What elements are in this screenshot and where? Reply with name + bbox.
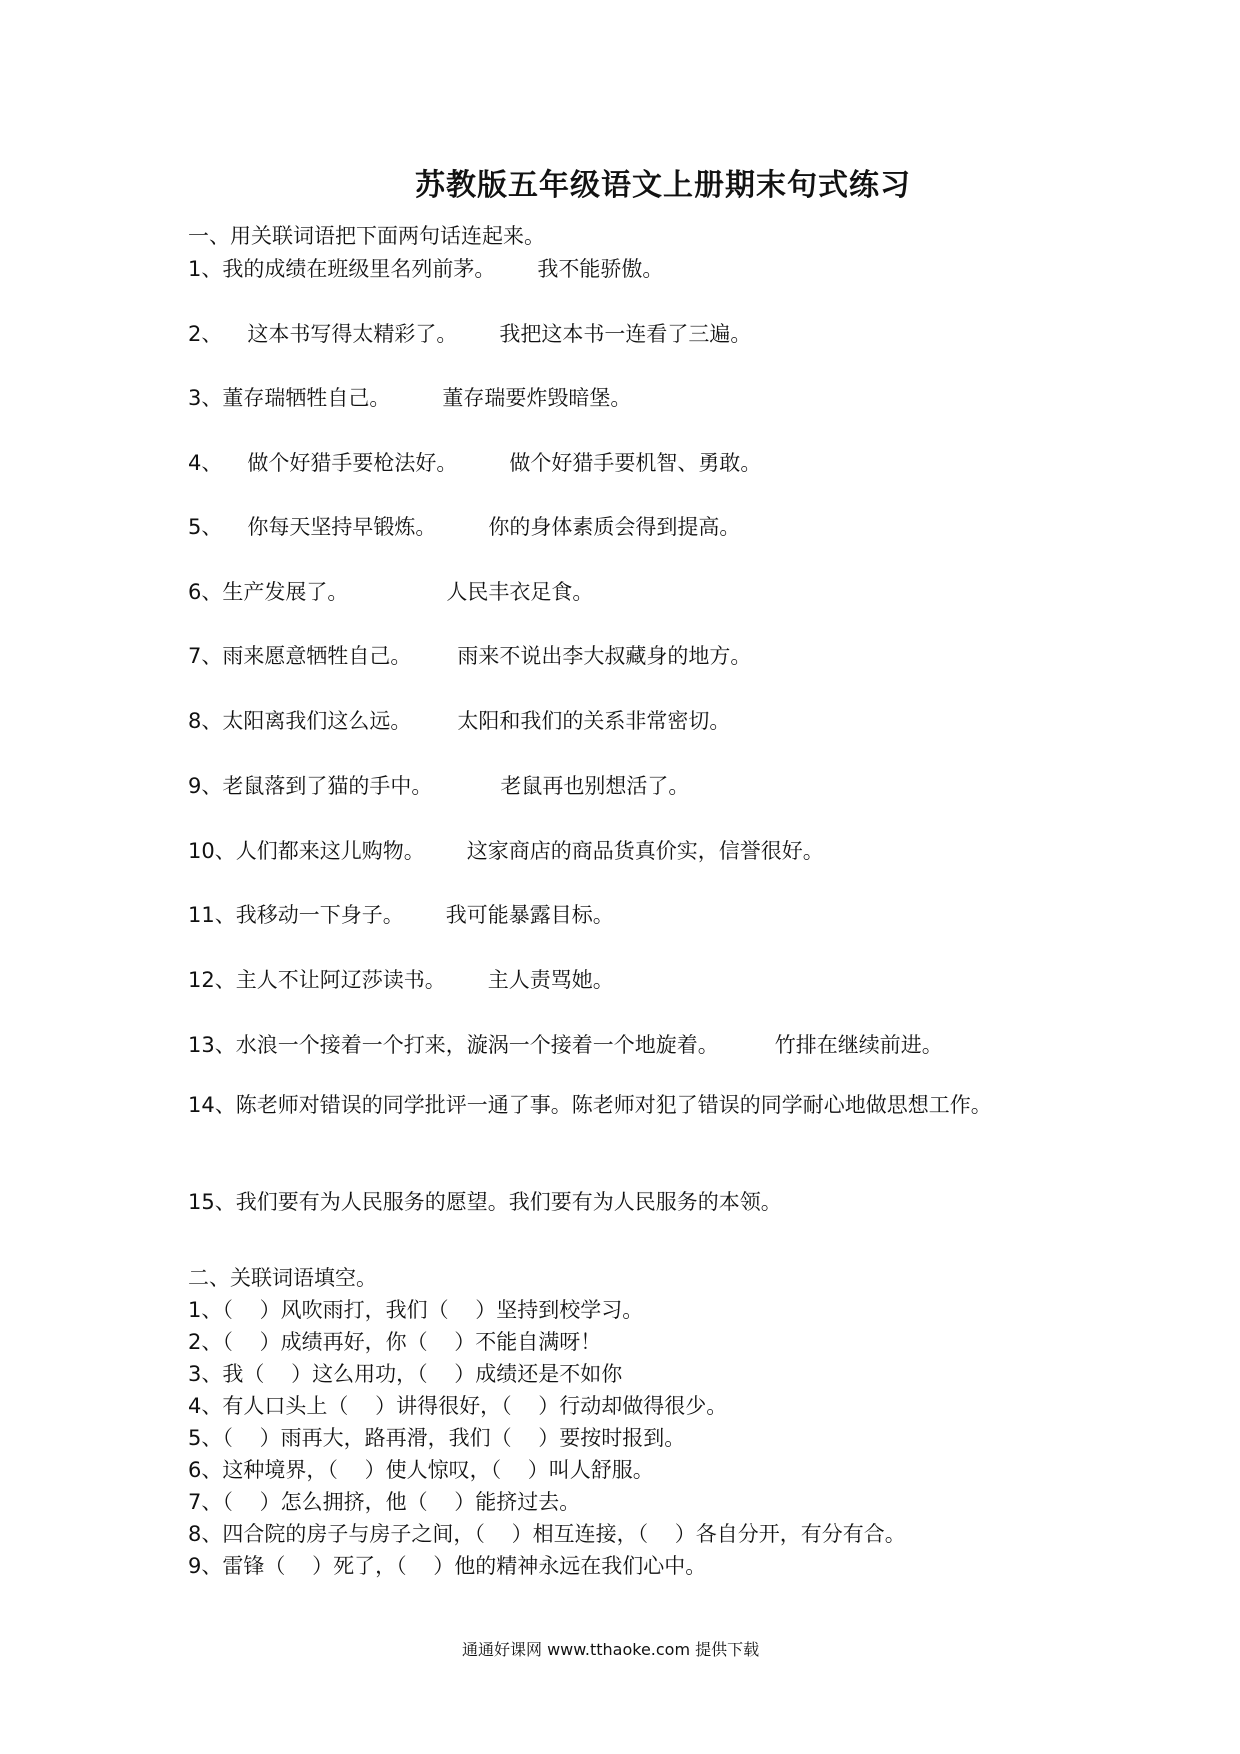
- item-number: 5、: [188, 515, 223, 539]
- blank-space: [407, 1554, 434, 1578]
- fill-text: ）使人惊叹，（: [364, 1458, 502, 1482]
- fill-text: ）雨再大，路再滑，我们（: [259, 1426, 512, 1450]
- sentence-b: 雨来不说出李大叔藏身的地方。: [457, 644, 752, 668]
- sentence-pair-5: [188, 511, 740, 541]
- sentence-pair-14: 14、陈老师对错误的同学批评一通了事。陈老师对犯了错误的同学耐心地做思想工作。: [188, 1093, 992, 1117]
- fill-text: 6、这种境界，（: [188, 1458, 338, 1482]
- sentence-b: 你的身体素质会得到提高。: [488, 515, 741, 539]
- fill-blank-item-6: [188, 1454, 654, 1484]
- fill-text: 3、我（: [188, 1362, 265, 1386]
- sentence-a: 水浪一个接着一个打来，漩涡一个接着一个地旋着。: [235, 1033, 719, 1057]
- fill-blank-item-8: [188, 1518, 906, 1548]
- sentence-b: 做个好猎手要机智、勇敢。: [509, 451, 762, 475]
- fill-blank-item-2: [188, 1326, 601, 1356]
- fill-blank-item-1: [188, 1294, 643, 1324]
- fill-text: ）不能自满呀！: [454, 1330, 602, 1354]
- fill-text: ）叫人舒服。: [527, 1458, 654, 1482]
- item-number: 12、: [188, 968, 236, 992]
- section1-heading: 一、用关联词语把下面两句话连起来。: [188, 224, 545, 248]
- fill-text: ）风吹雨打，我们（: [259, 1298, 449, 1322]
- sentence-pair-9: [188, 770, 689, 800]
- sentence-b: 人民丰衣足食。: [446, 580, 594, 604]
- fill-text: ）坚持到校学习。: [475, 1298, 644, 1322]
- blank-space: [233, 1298, 260, 1322]
- blank-space: [233, 1330, 260, 1354]
- blank-space: [428, 1330, 455, 1354]
- blank-space: [485, 1522, 512, 1546]
- sentence-a: 老鼠落到了猫的手中。: [222, 774, 433, 798]
- sentence-a: 人们都来这儿购物。: [235, 839, 425, 863]
- fill-text: ）能挤过去。: [454, 1490, 581, 1514]
- blank-space: [501, 1458, 528, 1482]
- blank-space: [348, 1394, 375, 1418]
- item-number: 2、: [188, 322, 223, 346]
- fill-text: 7、（: [188, 1490, 233, 1514]
- sentence-pair-4: [188, 447, 761, 477]
- sentence-b: 太阳和我们的关系非常密切。: [457, 709, 731, 733]
- page-title: 苏教版五年级语文上册期末句式练习: [415, 168, 911, 203]
- sentence-a: 我移动一下身子。: [235, 903, 404, 927]
- fill-text: ）讲得很好，（: [375, 1394, 512, 1418]
- fill-blank-item-7: [188, 1486, 580, 1516]
- sentence-pair-1: [188, 253, 663, 283]
- blank-space: [338, 1458, 365, 1482]
- fill-text: ）各自分开，有分有合。: [674, 1522, 906, 1546]
- sentence-b: 竹排在继续前进。: [774, 1033, 943, 1057]
- blank-space: [428, 1362, 455, 1386]
- fill-text: ）成绩再好，你（: [259, 1330, 428, 1354]
- item-number: 8、: [188, 709, 223, 733]
- sentence-a: 太阳离我们这么远。: [222, 709, 412, 733]
- sentence-pair-6: [188, 576, 593, 606]
- fill-text: ）这么用功，（: [291, 1362, 428, 1386]
- sentence-a: 雨来愿意牺牲自己。: [222, 644, 412, 668]
- blank-space: [233, 1490, 260, 1514]
- fill-text: 1、（: [188, 1298, 233, 1322]
- fill-blank-item-5: [188, 1422, 685, 1452]
- fill-text: ）他的精神永远在我们心中。: [433, 1554, 707, 1578]
- sentence-a: 做个好猎手要枪法好。: [247, 451, 458, 475]
- fill-text: 2、（: [188, 1330, 233, 1354]
- sentence-a: 这本书写得太精彩了。: [247, 322, 458, 346]
- fill-text: 9、雷锋（: [188, 1554, 286, 1578]
- sentence-pair-8: [188, 705, 730, 735]
- sentence-a: 董存瑞牺牲自己。: [222, 386, 391, 410]
- item-number: 13、: [188, 1033, 236, 1057]
- fill-text: ）要按时报到。: [538, 1426, 686, 1450]
- sentence-pair-2: [188, 318, 751, 348]
- blank-space: [428, 1490, 455, 1514]
- sentence-b: 我把这本书一连看了三遍。: [499, 322, 752, 346]
- item-number: 1、: [188, 257, 223, 281]
- blank-space: [233, 1426, 260, 1450]
- fill-text: 8、四合院的房子与房子之间，（: [188, 1522, 485, 1546]
- item-number: 11、: [188, 903, 236, 927]
- sentence-pair-15: 15、我们要有为人民服务的愿望。我们要有为人民服务的本领。: [188, 1190, 782, 1214]
- fill-blank-item-4: [188, 1390, 727, 1420]
- sentence-b: 这家商店的商品货真价实，信誉很好。: [466, 839, 824, 863]
- sentence-b: 董存瑞要炸毁暗堡。: [442, 386, 632, 410]
- blank-space: [449, 1298, 476, 1322]
- fill-text: ）行动却做得很少。: [538, 1394, 728, 1418]
- sentence-pair-3: [188, 382, 631, 412]
- sentence-pair-10: [188, 835, 824, 865]
- item-number: 3、: [188, 386, 223, 410]
- sentence-pair-12: [188, 964, 614, 994]
- blank-space: [285, 1554, 312, 1578]
- sentence-pair-13: [188, 1029, 943, 1059]
- sentence-pair-11: [188, 899, 614, 929]
- sentence-b: 我可能暴露目标。: [445, 903, 614, 927]
- blank-space: [512, 1426, 539, 1450]
- fill-blank-item-9: [188, 1550, 706, 1580]
- blank-space: [648, 1522, 675, 1546]
- item-number: 9、: [188, 774, 223, 798]
- sentence-b: 我不能骄傲。: [537, 257, 664, 281]
- sentence-pair-7: [188, 640, 751, 670]
- fill-text: ）成绩还是不如你: [454, 1362, 623, 1386]
- item-number: 10、: [188, 839, 236, 863]
- section2-heading: 二、关联词语填空。: [188, 1266, 377, 1290]
- footer-credit: 通通好课网 www.tthaoke.com 提供下载: [462, 1640, 760, 1659]
- item-number: 6、: [188, 580, 223, 604]
- fill-text: 4、有人口头上（: [188, 1394, 349, 1418]
- fill-text: ）死了，（: [312, 1554, 407, 1578]
- blank-space: [512, 1394, 539, 1418]
- sentence-b: 老鼠再也别想活了。: [500, 774, 690, 798]
- fill-text: ）相互连接，（: [511, 1522, 649, 1546]
- fill-text: ）怎么拥挤，他（: [259, 1490, 428, 1514]
- sentence-a: 我的成绩在班级里名列前茅。: [222, 257, 496, 281]
- sentence-a: 主人不让阿辽莎读书。: [235, 968, 446, 992]
- fill-text: 5、（: [188, 1426, 233, 1450]
- blank-space: [264, 1362, 291, 1386]
- sentence-a: 生产发展了。: [222, 580, 349, 604]
- sentence-b: 主人责骂她。: [487, 968, 614, 992]
- item-number: 7、: [188, 644, 223, 668]
- fill-blank-item-3: [188, 1358, 622, 1388]
- item-number: 4、: [188, 451, 223, 475]
- sentence-a: 你每天坚持早锻炼。: [247, 515, 437, 539]
